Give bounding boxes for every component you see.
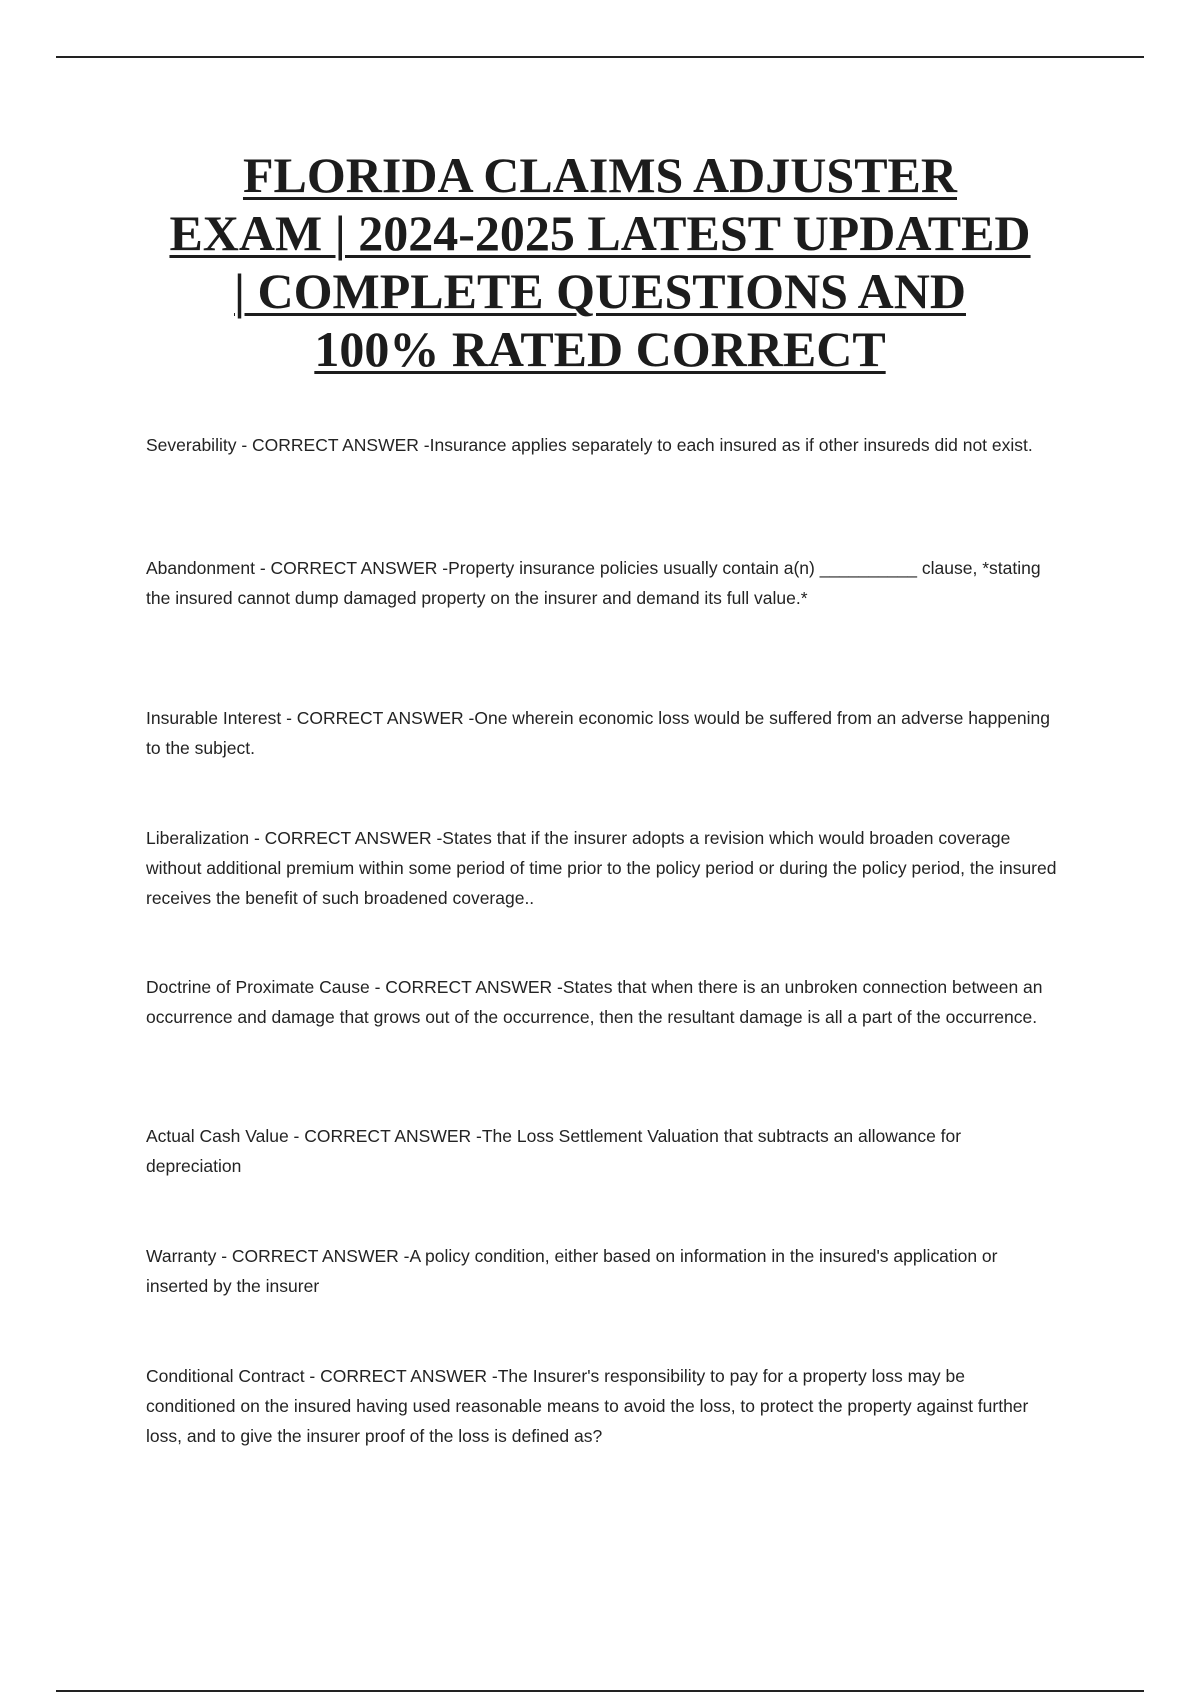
qa-entry-actual-cash-value: Actual Cash Value - CORRECT ANSWER -The Loss Settlement Valuation that subtracts an allowance for depreciation [146, 1126, 962, 1176]
title-line: | COMPLETE QUESTIONS AND [234, 263, 966, 319]
document-title [100, 146, 1100, 378]
top-divider [56, 56, 1144, 58]
qa-entry-liberalization: Liberalization - CORRECT ANSWER -States that if the insurer adopts a revision which would broaden coverage without additional premium within some period of time prior to the policy period or during the policy period, the insured receives the benefit of such broadened coverage.. [146, 828, 1057, 908]
qa-entry-warranty: Warranty - CORRECT ANSWER -A policy condition, either based on information in the insured's application or inserted by the insurer [146, 1246, 998, 1296]
qa-entry-severability: Severability - CORRECT ANSWER -Insurance applies separately to each insured as if other insureds did not exist. [146, 435, 1033, 455]
title-line: FLORIDA CLAIMS ADJUSTER [242, 147, 957, 203]
qa-entry-insurable-interest: Insurable Interest - CORRECT ANSWER -One wherein economic loss would be suffered from an adverse happening to the subject. [146, 708, 1050, 758]
qa-entry-conditional-contract: Conditional Contract - CORRECT ANSWER -The Insurer's responsibility to pay for a property loss may be conditioned on the insured having used reasonable means to avoid the loss, to protect the property against further loss, and to give the insurer proof of the loss is defined as? [146, 1366, 1029, 1446]
bottom-divider [56, 1690, 1144, 1692]
title-line: EXAM | 2024-2025 LATEST UPDATED [169, 205, 1031, 261]
qa-entry-proximate-cause: Doctrine of Proximate Cause - CORRECT ANSWER -States that when there is an unbroken connection between an occurrence and damage that grows out of the occurrence, then the resultant damage is all a part of the occurrence. [146, 977, 1043, 1027]
qa-entry-abandonment: Abandonment - CORRECT ANSWER -Property insurance policies usually contain a(n) __________ clause, *stating the insured cannot dump damaged property on the insurer and demand its full value.* [146, 558, 1041, 608]
title-line: 100% RATED CORRECT [314, 321, 886, 377]
